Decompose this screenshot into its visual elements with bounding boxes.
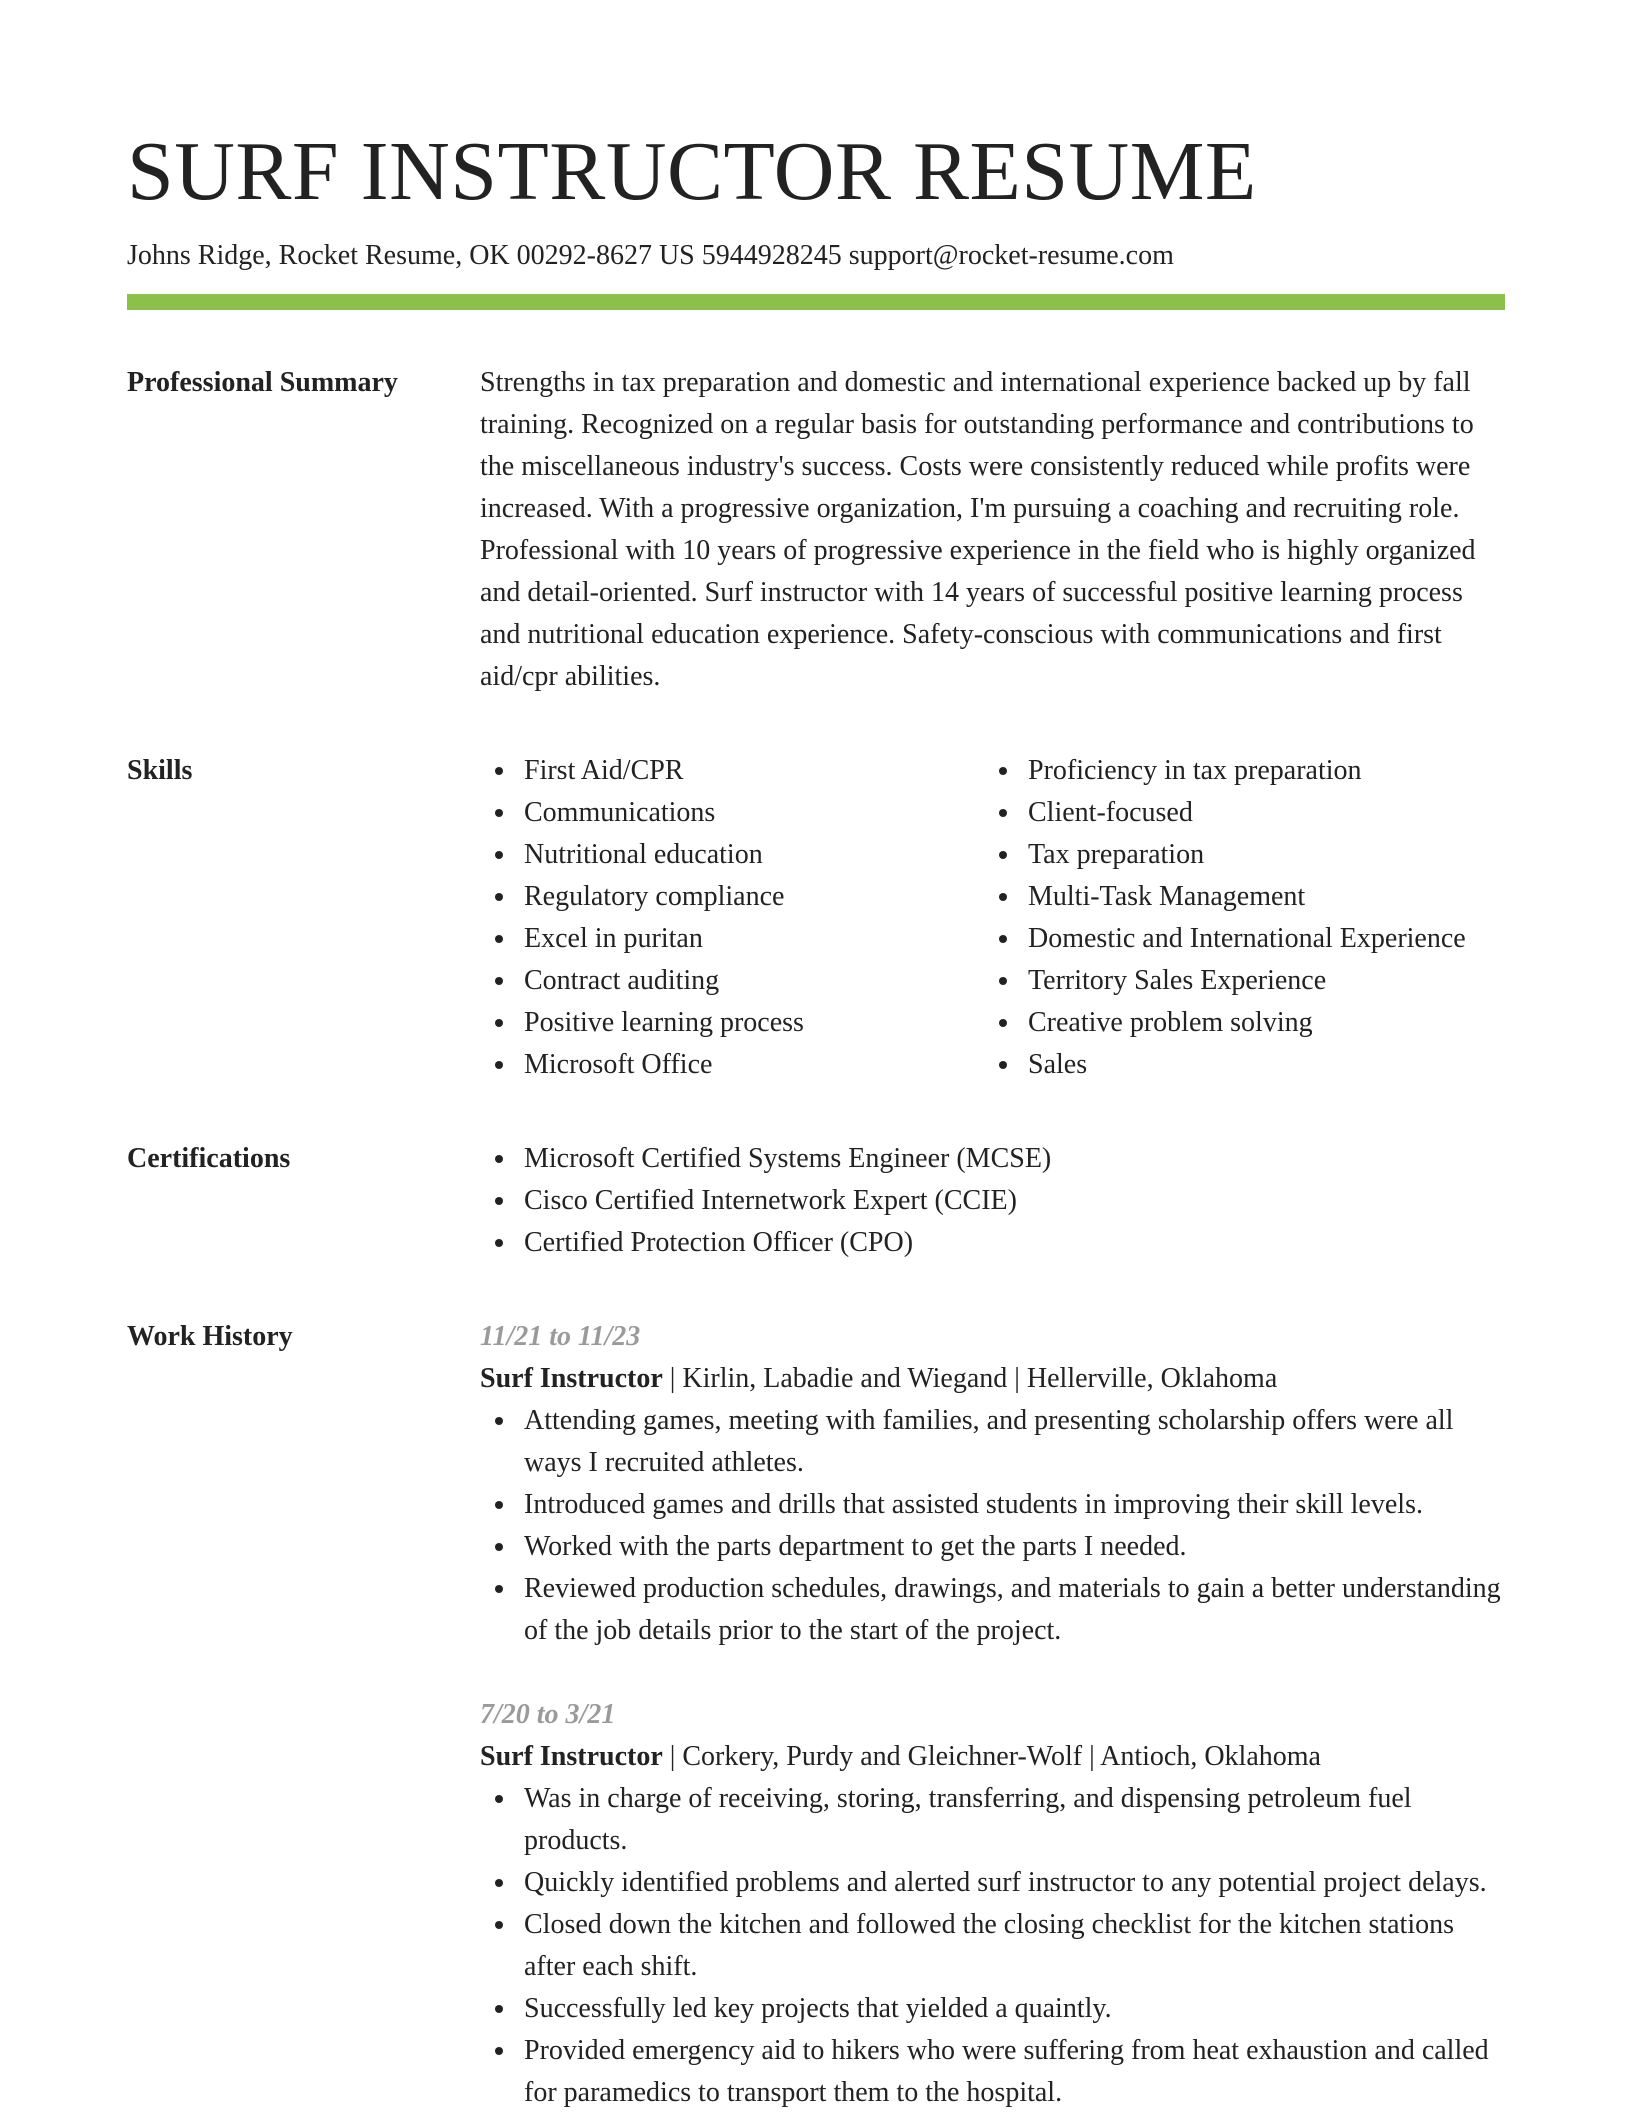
job-entry: [480, 1316, 1505, 1652]
summary-section: [127, 362, 1505, 698]
job-role: Surf Instructor: [480, 1363, 663, 1394]
summary-text: Strengths in tax preparation and domestic and international experience backed up by fall training. Recognized on a regular basis for outstanding performance and contributions to the miscellaneous industry's success. Costs were consistently reduced while profits were increased. With a progressive organization, I'm pursuing a coaching and recruiting role. Professional with 10 years of progressive experience in the field who is highly organized and detail-oriented. Surf instructor with 14 years of successful positive learning process and nutritional education experience. Safety-conscious with communications and first aid/cpr abilities.: [480, 367, 1476, 692]
section-label-skills: Skills: [127, 755, 193, 786]
job-employer-location: | Kirlin, Labadie and Wiegand | Hellerville, Oklahoma: [662, 1363, 1278, 1394]
job-dates: 11/21 to 11/23: [480, 1321, 641, 1352]
skill-item: Communications: [480, 792, 984, 834]
skill-item: Excel in puritan: [480, 918, 984, 960]
job-duty-item: Introduced games and drills that assisted students in improving their skill levels.: [480, 1484, 1505, 1526]
certification-item: Cisco Certified Internetwork Expert (CCIE): [480, 1180, 1505, 1222]
header-divider: [127, 294, 1505, 310]
certifications-section: [127, 1138, 1505, 1264]
skill-item: Regulatory compliance: [480, 876, 984, 918]
job-duties-list: [480, 1400, 1505, 1652]
job-role: Surf Instructor: [480, 1741, 663, 1772]
skill-item: Proficiency in tax preparation: [984, 750, 1505, 792]
job-duties-list: [480, 1778, 1505, 2114]
skill-item: Client-focused: [984, 792, 1505, 834]
skill-item: Microsoft Office: [480, 1044, 984, 1086]
job-duty-item: Was in charge of receiving, storing, transferring, and dispensing petroleum fuel products.: [480, 1778, 1505, 1862]
job-duty-item: Closed down the kitchen and followed the closing checklist for the kitchen stations after each shift.: [480, 1904, 1505, 1988]
certifications-list: [480, 1138, 1505, 1264]
skill-item: Creative problem solving: [984, 1002, 1505, 1044]
job-heading: [480, 1358, 1505, 1400]
job-entry: [480, 1694, 1505, 2114]
certification-item: Certified Protection Officer (CPO): [480, 1222, 1505, 1264]
resume-title: SURF INSTRUCTOR RESUME: [127, 125, 1257, 218]
skill-item: Positive learning process: [480, 1002, 984, 1044]
job-heading: [480, 1736, 1505, 1778]
job-duty-item: Reviewed production schedules, drawings, and materials to gain a better understanding of the job details prior to the start of the project.: [480, 1568, 1505, 1652]
work-history-section: [127, 1316, 1505, 2114]
skill-item: Sales: [984, 1044, 1505, 1086]
contact-line: Johns Ridge, Rocket Resume, OK 00292-8627 US 5944928245 support@rocket-resume.com: [127, 240, 1174, 271]
section-label-certifications: Certifications: [127, 1143, 291, 1174]
skills-list-right: [984, 750, 1505, 1086]
skill-item: Contract auditing: [480, 960, 984, 1002]
skill-item: First Aid/CPR: [480, 750, 984, 792]
job-duty-item: Worked with the parts department to get the parts I needed.: [480, 1526, 1505, 1568]
skill-item: Territory Sales Experience: [984, 960, 1505, 1002]
skill-item: Tax preparation: [984, 834, 1505, 876]
resume-page: [127, 118, 1505, 2114]
job-dates: 7/20 to 3/21: [480, 1699, 616, 1730]
certification-item: Microsoft Certified Systems Engineer (MCSE): [480, 1138, 1505, 1180]
skills-list-left: [480, 750, 984, 1086]
skills-section: [127, 750, 1505, 1086]
job-duty-item: Successfully led key projects that yielded a quaintly.: [480, 1988, 1505, 2030]
section-label-work-history: Work History: [127, 1321, 293, 1352]
job-employer-location: | Corkery, Purdy and Gleichner-Wolf | Antioch, Oklahoma: [662, 1741, 1321, 1772]
job-duty-item: Attending games, meeting with families, and presenting scholarship offers were all ways I recruited athletes.: [480, 1400, 1505, 1484]
skill-item: Nutritional education: [480, 834, 984, 876]
section-label-summary: Professional Summary: [127, 367, 398, 398]
job-duty-item: Quickly identified problems and alerted surf instructor to any potential project delays.: [480, 1862, 1505, 1904]
job-duty-item: Provided emergency aid to hikers who were suffering from heat exhaustion and called for paramedics to transport them to the hospital.: [480, 2030, 1505, 2114]
skill-item: Multi-Task Management: [984, 876, 1505, 918]
skill-item: Domestic and International Experience: [984, 918, 1505, 960]
